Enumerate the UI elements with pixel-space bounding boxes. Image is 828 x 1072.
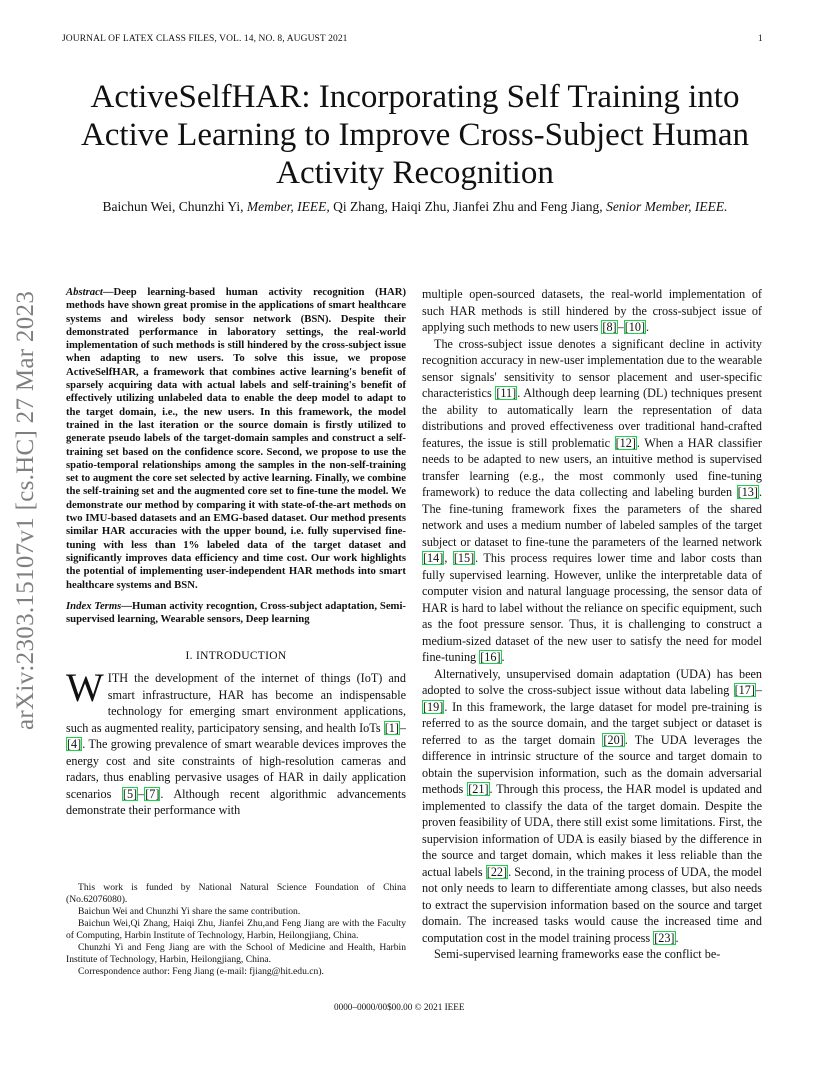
section-heading-introduction: I. INTRODUCTION (185, 650, 287, 663)
footnotes (66, 882, 406, 978)
citation-link[interactable]: [1] (384, 720, 399, 735)
footnote-affiliation-1: Baichun Wei,Qi Zhang, Haiqi Zhu, Jianfei Zhu,and Feng Jiang are with the Faculty of Computing, Harbin Institute of Technology, Harbin, Heilongjiang, China. (66, 918, 406, 941)
citation-link[interactable]: [7] (145, 786, 160, 801)
footnote-contribution: Baichun Wei and Chunzhi Yi share the same contribution. (78, 906, 301, 917)
author-names-1: Baichun Wei, Chunzhi Yi, (102, 199, 247, 214)
citation-link[interactable]: [13] (737, 485, 758, 499)
text-run: . This process requires lower time and labor costs than fully supervised learning. However, unlike the interpretable data of computer vision and natural language processing, the sensor data of HAR is hard to label without the reliance on specific equipment, such as the foot pressure sensor. Thus, it is challenging to construct a medium-sized dataset of the new user to satisfy the need for model fine-tuning (422, 551, 762, 664)
footnote-correspondence: Correspondence author: Feng Jiang (e-mail: fjiang@hit.edu.cn). (78, 966, 324, 977)
author-names-2: Qi Zhang, Haiqi Zhu, Jianfei Zhu and Feng Jiang, (329, 199, 607, 214)
text-run: . The UDA leverages the difference in intrinsic structure of the source and target domain to obtain the supervision information, such as the domain adversarial methods (422, 732, 762, 796)
text-run: , (444, 551, 453, 565)
text-run: ITH the development of the internet of things (IoT) and smart infrastructure, HAR has become an indispensable technology for emerging smart environment applications, such as augmented reality, participatory sensing, and health IoTs (66, 671, 406, 735)
text-run: . The growing prevalence of smart wearable devices improves the energy cost and site constraints of high-resolution cameras and radars, thus enabling pervasive usages of HAR in daily application scenarios (66, 737, 406, 801)
author-role-1: Member, IEEE, (246, 199, 330, 214)
author-role-2: Senior Member, IEEE. (606, 199, 728, 214)
citation-link[interactable]: [19] (423, 699, 444, 714)
intro-paragraph-2 (422, 336, 762, 666)
citation-link[interactable]: [8] (602, 320, 617, 334)
citation-link[interactable]: [20] (603, 732, 624, 747)
citation-link[interactable]: [16] (480, 650, 501, 664)
citation-link[interactable]: [21] (468, 782, 489, 796)
abstract-text: —Deep learning-based human activity recognition (HAR) methods have shown great promise in the applications of smart healthcare systems and wireless body sensor network (BSN). Despite their demonstrated performance in laboratory settings, the real-world implementation of such methods is still hindered by the cross-subject issue when adapting to new users. To solve this issue, we propose ActiveSelfHAR, a framework that combines active learning's benefit of sparsely acquiring data with actual labels and self-training's benefit of effectively utilizing unlabeled data to enable the deep model to adapt to the target domain, i.e., the new users. In this framework, the model trained in the last iteration or the source domain is firstly utilized to generate pseudo labels of the target-domain samples and construct a self-training set based on the confidence score. Second, we propose to use the spatio-temporal relationships among the samples in the non-self-training set to augment the core set selected by active learning. Finally, we combine the self-training set and the augmented core set to fine-tune the model. We demonstrate our method by comparing it with state-of-the-art methods on two IMU-based datasets and an EMG-based dataset. Our method presents similar HAR accuracies with the upper bound, i.e. fully supervised fine-tuning with less than 1% labeled data of the target dataset and significantly improves data efficiency and time cost. Our work highlights the potential of implementing user-independent HAR methods into smart healthcare systems and BSN. (66, 286, 406, 591)
copyright-line: 0000–0000/00$00.00 © 2021 IEEE (334, 1002, 465, 1012)
citation-link[interactable]: [5] (122, 786, 138, 801)
text-run: – (399, 720, 406, 735)
text-run: . (646, 320, 650, 334)
text-run: – (755, 683, 762, 697)
text-run: . When a HAR classifier needs to be adapted to new users, an intuitive method is supervised transfer learning (e.g., the most commonly used fine-tuning framework) to reduce the data collecting and labeling burden (422, 435, 762, 499)
citation-link[interactable]: [15] (453, 551, 475, 565)
abstract (66, 286, 406, 592)
page-number: 1 (758, 34, 763, 44)
citation-link[interactable]: [4] (67, 737, 82, 752)
citation-link[interactable]: [12] (615, 435, 636, 450)
intro-body-right (422, 286, 762, 963)
text-run: . The fine-tuning framework fixes the parameters of the shared network and uses a medium number of labeled samples of the target subject or dataset to fine-tune the parameters of the learned network (422, 485, 762, 549)
intro-paragraph-3 (422, 666, 762, 947)
text-run: . (675, 930, 679, 945)
left-column (66, 286, 406, 819)
text-run: . Second, in the training process of UDA, the model not only needs to learn to differentiate among classes, but also needs to extract the supervision information based on the source and target domain. The increased tasks would cause the increased time and computation cost in the model training process (422, 864, 762, 945)
citation-link[interactable]: [11] (496, 386, 517, 400)
footnote-funding: This work is funded by National Natural Science Foundation of China (No.62076080). (66, 882, 406, 905)
citation-link[interactable]: [17] (734, 683, 755, 697)
index-terms-text: —Human activity recogntion, Cross-subject adaptation, Semi-supervised learning, Wearable sensors, Deep learning (66, 599, 406, 626)
right-column (422, 286, 762, 963)
index-terms (66, 600, 406, 627)
text-run: Alternatively, unsupervised domain adaptation (UDA) has been adopted to solve the cross-subject issue without data labeling (422, 666, 762, 697)
paper-title: ActiveSelfHAR: Incorporating Self Training into Active Learning to Improve Cross-Subject Human Activity Recognition (80, 79, 750, 191)
citation-link[interactable]: [23] (654, 930, 675, 945)
text-run: – (138, 786, 145, 801)
intro-paragraph-1 (66, 665, 406, 819)
citation-link[interactable]: [10] (624, 320, 646, 334)
text-run: . Although recent algorithmic advancements demonstrate their performance with (66, 786, 406, 818)
text-run: – (617, 320, 624, 334)
citation-link[interactable]: [14] (423, 551, 444, 565)
arxiv-stamp: arXiv:2303.15107v1 [cs.HC] 27 Mar 2023 (12, 290, 39, 730)
text-run: . (501, 650, 505, 664)
intro-paragraph-4: Semi-supervised learning frameworks ease the conflict be- (434, 947, 721, 961)
text-run: multiple open-sourced datasets, the real-world implementation of such HAR methods is still hindered by the cross-subject issue of applying such methods to new users (422, 287, 762, 334)
intro-paragraph-1-continued (422, 286, 762, 336)
index-terms-label: Index Terms (66, 599, 122, 612)
text-run: The cross-subject issue denotes a significant decline in activity recognition accuracy in new-user implementation due to the wearable sensor signals' sensitivity to sensor placement and user-specific characteristics (422, 336, 762, 400)
citation-link[interactable]: [22] (486, 864, 508, 879)
text-run: . Although deep learning (DL) techniques present the ability to automatically learn the representation of data distributions and proved effectiveness over traditional hand-crafted features, the issue is still problematic (422, 386, 762, 450)
running-header: JOURNAL OF LATEX CLASS FILES, VOL. 14, NO. 8, AUGUST 2021 (62, 34, 348, 44)
text-run: . Through this process, the HAR model is updated and implemented to classify the data of the target domain. Despite the proven feasibility of UDA, there still exist some limitations. First, the supervision information of UDA is easily biased by the difference in the source and target domain, which makes it less reliable than the actual labels (422, 782, 762, 879)
abstract-label: Abstract (66, 286, 103, 298)
author-list (80, 198, 750, 216)
footnote-affiliation-2: Chunzhi Yi and Feng Jiang are with the School of Medicine and Health, Harbin Institute of Technology, Harbin, Heilongjiang, China. (66, 942, 406, 965)
text-run: . In this framework, the large dataset for model pre-training is referred to as the source domain, and the target subject or dataset is referred to as the target domain (422, 699, 762, 747)
dropcap: W (66, 665, 104, 711)
